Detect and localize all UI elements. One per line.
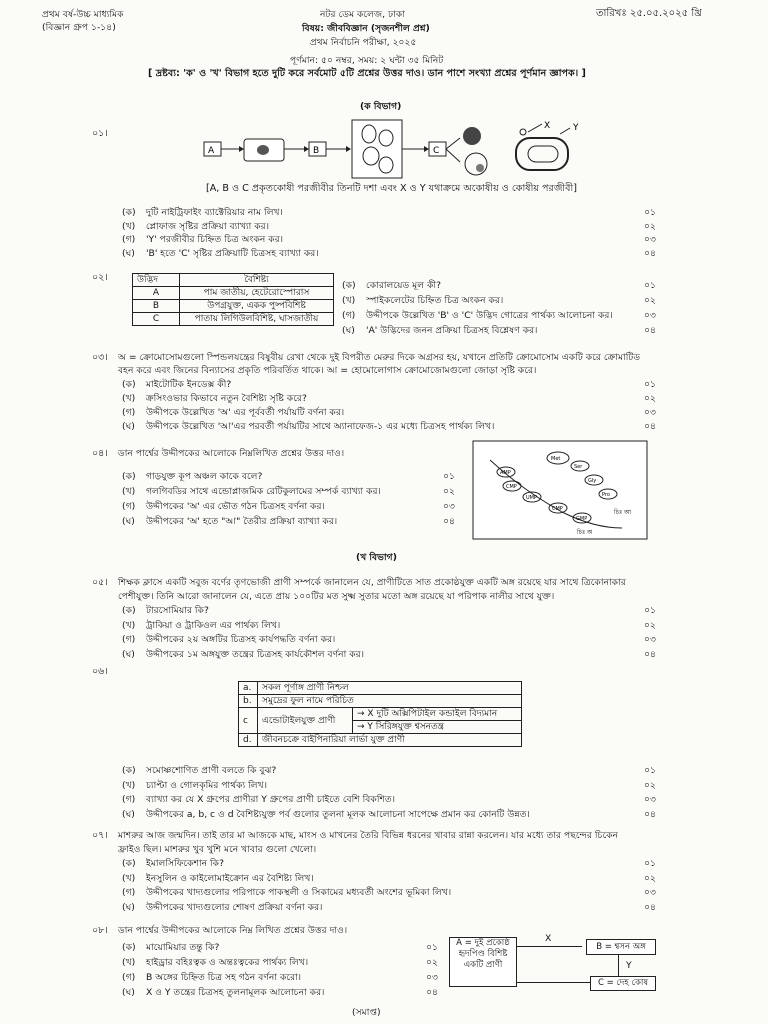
part-text: প্লোফাজ সৃষ্টির প্রক্রিয়া ব্যাখ্যা কর। [146, 220, 270, 232]
q1-caption: [A, B ও C প্রকৃতকোষী পরজীবীর তিনটি দশা এবং X ও Y যথাক্রমে অকোষীয় ও কোষীয় পরজীবী] [206, 183, 577, 194]
part-marks: ০২ [443, 486, 455, 497]
table-cell: সমুদ্রের ফুল নামে পরিচিত [258, 695, 522, 708]
part-text: ট্রাকিয়া ও ট্রাকিওল এর পার্থক্য লিখ। [146, 619, 281, 631]
q4-translation-diagram [472, 440, 648, 540]
pro-label: Pro [602, 492, 610, 498]
q5-stem-line: শিক্ষক ক্লাসে একটি সবুজ বর্ণের তৃণভোজী প্রাণী সম্পর্কে জানালেন যে, প্রাণীটিতে সাত প্রকোষ্ঠযুক্ত একটি অঙ্গ রয়েছে যার সাথে ত্রিকোনাকার [118, 577, 626, 588]
arrow-b-to-c [618, 954, 619, 976]
svg-text:C: C [433, 146, 440, 156]
part-marks: ০২ [644, 295, 656, 306]
svg-text:A: A [208, 146, 215, 156]
table-row [239, 682, 522, 695]
gmp-label: GMP [576, 516, 588, 522]
table-row [239, 695, 522, 708]
table-row [133, 287, 334, 300]
part-label: (ক) [122, 207, 136, 218]
instruction: [ দ্রষ্টব্য: 'ক' ও 'খ' বিভাগ হতে দুটি করে সর্বমোট ৫টি প্রশ্নের উত্তর দাও। ডান পাশে সংখ্যা প্রশ্নের পূর্ণমান জ্ঞাপক। ] [148, 68, 586, 79]
table-row [239, 708, 522, 721]
part-marks: ০৪ [426, 987, 438, 998]
svg-text:B: B [313, 146, 320, 156]
part-marks: ০২ [426, 957, 438, 968]
q1-parasite-diagram [198, 118, 598, 182]
part-text: হাইড্রার বহিঃত্বক ও অন্তঃত্বকের পার্থক্য লিখ। [146, 957, 309, 968]
q8-box-b: B = শ্বসন অঙ্গ [586, 939, 656, 955]
part-marks: ০২ [644, 393, 656, 404]
part-text: ক্রসিংওভার কিভাবে নতুন বৈশিষ্ট্য সৃষ্টি করে? [146, 393, 307, 404]
marks-time: পূর্ণমান: ৫০ নম্বর, সময়: ২ ঘন্টা ৩৫ মিনিট [290, 55, 444, 66]
q1-diagram-y-label: Y [573, 123, 579, 133]
table-row [133, 313, 334, 326]
part-text: স্পাইকলেটের চিহ্নিত চিত্র অংকন কর। [366, 295, 504, 306]
part-marks: ০৪ [644, 421, 656, 432]
question-number: ০২। [92, 272, 108, 283]
part-label: (ঘ) [122, 987, 135, 998]
part-marks: ০২ [644, 619, 656, 631]
part-text: উদ্দীপকের ২য় অঙ্গটির চিত্রসহ কার্যপদ্ধতি বর্ণনা কর। [146, 634, 336, 645]
ump-label: UMP [526, 495, 537, 501]
q3-stem-line: অ = ক্রোমোসোমগুলো স্পিন্ডলযন্ত্রের বিষুবীয় রেখা থেকে দুই বিপরীত মেরুর দিকে অগ্রসর হয়, যখানে প্রতিটি ক্রোমোসোম একটি করে ক্রোমাটিড [118, 352, 641, 363]
table-cell: d. [239, 734, 258, 747]
arrow-a-to-b [516, 946, 582, 947]
part-marks: ০৩ [426, 972, 438, 983]
part-label: (খ) [342, 295, 356, 306]
cmp2-label: CMP [552, 506, 563, 512]
ser-label: Ser [574, 464, 583, 470]
question-number: ০১। [92, 128, 108, 139]
class-line: প্রথম বর্ষ-উচ্চ মাধ্যমিক [42, 9, 124, 20]
part-text: মাইটোটিক ইনডেক্স কী? [146, 379, 232, 390]
part-label: (ঘ) [122, 247, 135, 259]
arrow-c-to-a [516, 982, 590, 983]
part-marks: ০১ [443, 471, 455, 482]
question-number: ০৪। [92, 448, 108, 459]
part-marks: ০২ [644, 220, 656, 232]
part-text: উদ্দীপকের খাদ্যগুলোর পরিপাকে পাকস্থলী ও সিকামের মধ্যবর্তী অংশের ভূমিকা লিখ। [146, 887, 452, 898]
part-text: উদ্দীপকের 'অ' এর ভৌত গঠন চিত্রসহ বর্ণনা কর। [146, 501, 325, 512]
part-text: ব্যাখ্যা কর যে X গ্রুপের প্রাণীরা Y গ্রুপের প্রাণী চাইতে বেশি বিকশিত। [146, 794, 396, 805]
part-marks: ০৪ [644, 325, 656, 336]
amp-label: AMP [500, 470, 511, 476]
part-label: (ঘ) [122, 648, 135, 660]
part-text: মায়োমিয়ার তন্তু কি? [146, 942, 220, 953]
part-marks: ০৩ [644, 234, 656, 245]
part-marks: ০১ [644, 858, 656, 869]
part-label: (ক) [122, 765, 136, 776]
part-label: (গ) [122, 407, 136, 418]
part-text: X ও Y তন্ত্রের চিত্রসহ তুলনামূলক আলোচনা কর। [146, 987, 325, 998]
met-label: Met [551, 456, 561, 462]
part-label: (ক) [122, 942, 136, 953]
part-label: (গ) [122, 501, 136, 512]
question-number: ০৮। [92, 925, 108, 936]
table-cell: a. [239, 682, 258, 695]
q1-diagram-x-label: X [544, 121, 551, 131]
section-kha-heading: (খ বিভাগ) [356, 552, 397, 563]
question-number: ০৭। [92, 830, 108, 841]
part-marks: ০৪ [644, 901, 656, 913]
part-text: চ্যাপ্টা ও গোলকৃমির পার্থক্য লিখ। [146, 779, 267, 791]
part-label: (ঘ) [122, 421, 135, 432]
q3-stem-line: বহন করে এবং জিনের বিন্যাসের প্রকৃতি পরিবর্তিত থাকে। আ = হোমোলোগাস ক্রোমোজোমগুলো জোড়া সৃষ্টি করে। [118, 365, 537, 376]
q5-stem-line: পেশীযুক্ত। তিনি আরো জানালেন যে, এতে প্রায় ১০০টির মত সুক্ষ্ম সুতার মতো অঙ্গ রয়েছে যা পরিপাক নালীর সাথে যুক্ত। [118, 591, 555, 602]
q8-label-x: X [545, 933, 552, 944]
part-label: (ক) [122, 471, 136, 482]
part-label: (খ) [122, 872, 136, 884]
part-marks: ০৩ [443, 501, 455, 512]
exam-date: তারিখঃ ২৫.০৫.২০২৫ খ্রি [596, 8, 702, 19]
part-label: (খ) [122, 619, 136, 631]
part-marks: ০১ [644, 765, 656, 776]
part-marks: ০২ [644, 872, 656, 884]
part-label: (ঘ) [342, 325, 355, 336]
cmp-label: CMP [506, 484, 517, 490]
table-cell: উপগ্রযুক্ত, একক পুষ্পবিশিষ্ট [180, 300, 334, 313]
q6-feature-table [238, 681, 522, 747]
q8-label-y: Y [626, 960, 632, 971]
gly-label: Gly [588, 478, 597, 484]
part-text: 'Y' পরজীবীর চিহ্নিত চিত্র অংকন কর। [146, 234, 284, 245]
part-text: উদ্দীপকে উল্লেখিত 'অ' এর পূর্ববর্তী পর্যায়টি বর্ণনা কর। [146, 407, 345, 418]
fig-a-label: চিঃ আ [614, 509, 632, 516]
part-text: সমোষ্ণশোণিত প্রাণী বলতে কি বুঝ? [146, 765, 277, 776]
q7-stem-line: মাশরুর আজ জন্মদিন। তাই তার মা আজকে মাছ, মাংস ও মাখনের তৈরি বিভিন্ন ধরনের খাবার রান্না করলেন। যার মধ্যে তার পছন্দের চিকেন [118, 830, 619, 841]
part-marks: ০৩ [644, 887, 656, 898]
part-label: (গ) [122, 887, 136, 898]
q8-box-c: C = দেহ কোষ [590, 976, 656, 991]
part-label: (খ) [122, 486, 136, 497]
table-cell: এন্ডোটাইলযুক্ত প্রাণী [258, 708, 353, 734]
part-label: (ক) [122, 858, 136, 869]
part-text: B অঙ্গের চিহ্নিত চিত্র সহ গঠন বর্ণনা করো। [146, 972, 302, 983]
part-text: উদ্দীপকের a, b, c ও d বৈশিষ্ট্যযুক্ত পর্ব গুলোর তুলনা মূলক আলোচনা সাপেক্ষে প্রমান কর কোনটি উন্নত। [146, 808, 530, 820]
q8-stem: ডান পার্শ্বের উদ্দীপকের আলোকে নিম্ন লিখিত প্রশ্নের উত্তর দাও। [118, 925, 348, 936]
part-label: (গ) [342, 310, 356, 321]
table-header: বৈশিষ্ট্য [180, 274, 334, 287]
part-marks: ০১ [644, 280, 656, 291]
exam-name: প্রথম নির্বাচনি পরীক্ষা, ২০২৫ [310, 37, 417, 48]
part-label: (ক) [342, 280, 356, 291]
part-marks: ০১ [644, 379, 656, 390]
part-text: দুটি নাইট্রিফাইং ব্যাক্টেরিয়ার নাম লিখ। [146, 207, 283, 218]
table-cell: B [133, 300, 180, 313]
q4-stem: ডান পার্শ্বের উদ্দীপকের আলোকে নিম্নলিখিত প্রশ্নের উত্তর দাও। [118, 448, 345, 459]
fig-o-label: চিঃ অ [577, 529, 593, 536]
part-text: উদ্দীপকে উল্লেখিত 'B' ও 'C' উদ্ভিদ গোত্রের পার্থক্য আলোচনা কর। [366, 310, 613, 321]
part-label: (গ) [122, 794, 136, 805]
q2-plant-table [132, 273, 334, 326]
part-marks: ০৪ [443, 516, 455, 527]
part-label: (ঘ) [122, 901, 135, 913]
table-header: উদ্ভিদ [133, 274, 180, 287]
part-label: (ক) [122, 379, 136, 390]
part-label: (গ) [122, 972, 136, 983]
part-marks: ০৪ [644, 648, 656, 660]
table-cell: b. [239, 695, 258, 708]
subject-title: বিষয়: জীববিজ্ঞান (সৃজনশীল প্রশ্ন) [302, 23, 430, 34]
part-text: উদ্দীপকের ১ম অঙ্গযুক্ত তন্ত্রের চিত্রসহ কার্যকৌশল বর্ণনা কর। [146, 648, 365, 660]
part-marks: ০১ [644, 605, 656, 616]
table-cell: C [133, 313, 180, 326]
part-marks: ০১ [644, 207, 656, 218]
part-label: (গ) [122, 634, 136, 645]
part-label: (খ) [122, 393, 136, 404]
part-label: (ক) [122, 605, 136, 616]
table-row [239, 734, 522, 747]
part-label: (গ) [122, 234, 136, 245]
table-cell: → Y সিরিঙ্গযুক্ত শ্বসনতন্ত্র [353, 721, 522, 734]
part-text: উদ্দীপকের খাদ্যগুলোর শোষণ প্রক্রিয়া বর্ণনা কর। [146, 901, 323, 913]
part-text: গাড়যুক্ত কূপ অঞ্চল কাকে বলে? [146, 471, 263, 482]
table-cell: c [239, 708, 258, 734]
table-cell: পাম জাতীয়, হেটেরোস্পোরাস [180, 287, 334, 300]
part-marks: ০৪ [644, 808, 656, 820]
part-marks: ০২ [644, 779, 656, 791]
q7-stem-line: ফ্রাইও ছিল। মাশরুর খুব খুশি মনে খাবার গুলো খেলো। [118, 844, 317, 855]
part-marks: ০৩ [644, 634, 656, 645]
part-text: উদ্দীপকে উল্লেখিত 'আ'এর পরবর্তী পর্যায়টির সাথে অ্যানাফেজ-১ এর মধ্যে চিত্রসহ পার্থক্য লিখ। [146, 421, 495, 432]
part-text: উদ্দীপকের 'অ' হতে "আ" তৈরীর প্রক্রিয়া ব্যাখ্যা কর। [146, 516, 338, 527]
part-text: 'A' উদ্ভিদের জনন প্রক্রিয়া চিত্রসহ বিশ্লেষণ কর। [366, 325, 538, 336]
table-row [133, 300, 334, 313]
part-text: গলগিবডির সাথে এন্ডোপ্লাজমিক রেটিকুলামের সম্পর্ক ব্যাখ্যা কর। [146, 486, 381, 497]
part-marks: ০৩ [644, 407, 656, 418]
part-marks: ০৩ [644, 310, 656, 321]
question-number: ০৫। [92, 577, 108, 588]
part-text: কোরালয়েড মূল কী? [366, 280, 441, 291]
q8-box-a: A = দুই প্রকোষ্ঠ হৃদপিণ্ড বিশিষ্ট একটি প্রাণী [449, 937, 517, 987]
part-marks: ০৪ [644, 247, 656, 259]
part-text: টারসোমিয়ার কি? [146, 605, 209, 616]
part-label: (খ) [122, 220, 136, 232]
table-cell: জীবনচক্রে বাইপিনারিয়া লার্ভা যুক্ত প্রাণী [258, 734, 522, 747]
group-line: (বিজ্ঞান গ্রুপ ১-১৪) [42, 22, 116, 33]
table-cell: A [133, 287, 180, 300]
part-text: 'B' হতে 'C' সৃষ্টির প্রক্রিয়াটি চিত্রসহ ব্যাখ্যা কর। [146, 247, 319, 259]
part-label: (খ) [122, 779, 136, 791]
part-text: ইনসুলিন ও কাইলোমাইক্রোন এর বৈশিষ্ট্য লিখ। [146, 872, 314, 884]
section-ka-heading: (ক বিভাগ) [360, 101, 402, 112]
college-name: নটর ডেম কলেজ, ঢাকা [320, 9, 405, 20]
part-label: (ঘ) [122, 516, 135, 527]
table-cell: → X দুটি অক্সিপিটাইল কন্ডাইল বিদ্যমান [353, 708, 522, 721]
part-marks: ০১ [426, 942, 438, 953]
question-number: ০৬। [92, 666, 108, 677]
table-cell: পাতায় লিগিউলবিশিষ্ট, ঘাসজাতীয় [180, 313, 334, 326]
end-marker: (সমাপ্ত) [352, 1007, 381, 1018]
table-cell: সকল পূর্ণাঙ্গ প্রাণী নিশ্চল [258, 682, 522, 695]
part-label: (ঘ) [122, 808, 135, 820]
part-label: (খ) [122, 957, 136, 968]
part-text: ইমালসিফিকেশান কি? [146, 858, 224, 869]
question-number: ০৩। [92, 352, 108, 363]
part-marks: ০৩ [644, 794, 656, 805]
